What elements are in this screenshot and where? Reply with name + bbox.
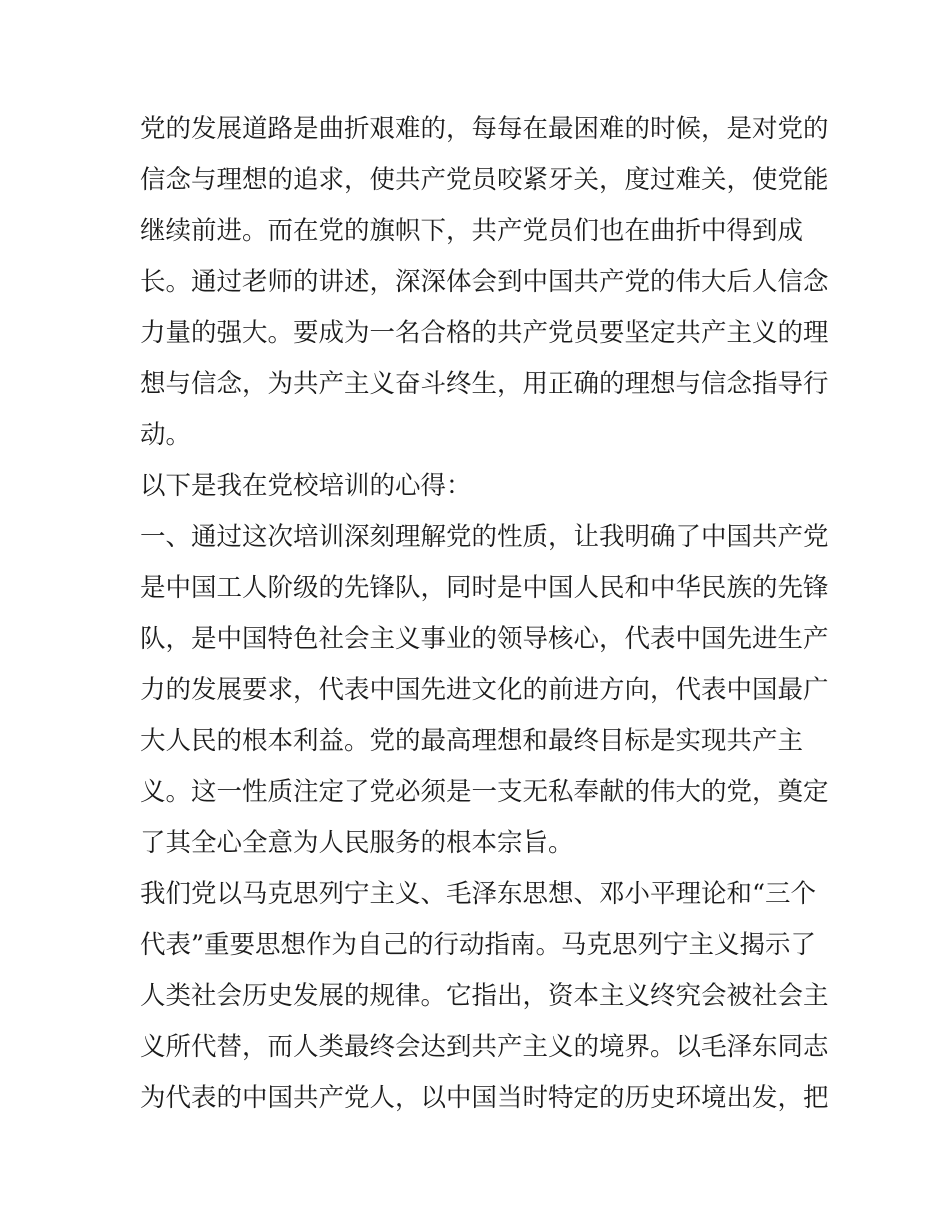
text-line: 人类社会历史发展的规律。它指出，资本主义终究会被社会主 [140,981,829,1011]
text-line: 大人民的根本利益。党的最高理想和最终目标是实现共产主 [140,726,804,756]
text-line: 我们党以马克思列宁主义、毛泽东思想、邓小平理论和“三个 [140,879,817,909]
text-line: 义所代替，而人类最终会达到共产主义的境界。以毛泽东同志 [140,1032,829,1062]
text-line: 队，是中国特色社会主义事业的领导核心，代表中国先进生产 [140,624,829,654]
text-line: 一、通过这次培训深刻理解党的性质，让我明确了中国共产党 [140,522,829,552]
text-line: 义。这一性质注定了党必须是一支无私奉献的伟大的党，奠定 [140,777,829,807]
text-line: 是中国工人阶级的先锋队，同时是中国人民和中华民族的先锋 [140,573,829,603]
text-line: 了其全心全意为人民服务的根本宗旨。 [140,828,574,858]
text-line: 以下是我在党校培训的心得： [140,471,472,501]
body-text [140,104,829,1124]
text-line: 长。通过老师的讲述，深深体会到中国共产党的伟大后人信念 [140,267,829,297]
text-line: 信念与理想的追求，使共产党员咬紧牙关，度过难关，使党能 [140,165,829,195]
text-line: 动。 [140,420,192,450]
text-line: 代表”重要思想作为自己的行动指南。马克思列宁主义揭示了 [140,930,817,960]
text-line: 力的发展要求，代表中国先进文化的前进方向，代表中国最广 [140,675,829,705]
text-line: 为代表的中国共产党人，以中国当时特定的历史环境出发，把 [140,1083,829,1113]
text-line: 想与信念，为共产主义奋斗终生，用正确的理想与信念指导行 [140,369,829,399]
text-line: 力量的强大。要成为一名合格的共产党员要坚定共产主义的理 [140,318,829,348]
text-line: 继续前进。而在党的旗帜下，共产党员们也在曲折中得到成 [140,216,804,246]
text-line: 党的发展道路是曲折艰难的，每每在最困难的时候，是对党的 [140,114,829,144]
